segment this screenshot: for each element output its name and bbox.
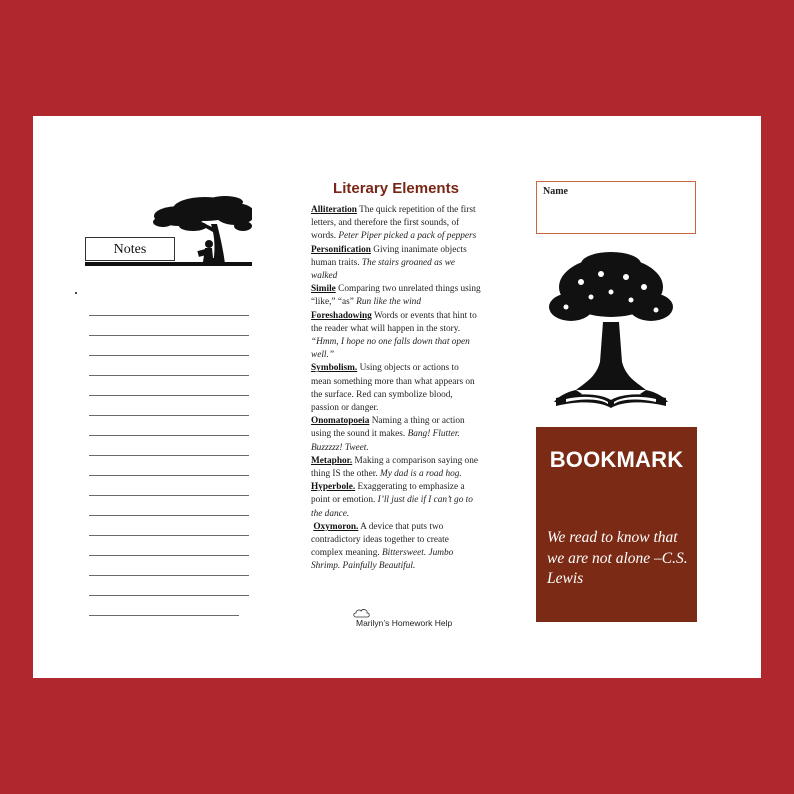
tree-on-book-illustration xyxy=(546,252,676,412)
element-term: Oxymoron. xyxy=(313,521,359,532)
element-entry xyxy=(311,204,481,244)
element-description: The quick repetition of the first letters, and therefore the first sounds, of words. xyxy=(311,205,476,242)
note-line xyxy=(89,516,249,536)
element-entry xyxy=(311,481,481,521)
note-line xyxy=(89,356,249,376)
element-term: Onomatopoeia xyxy=(311,416,370,427)
note-line xyxy=(89,336,249,356)
literary-elements-list xyxy=(311,204,481,574)
element-description: Making a comparison saying one thing IS the other. xyxy=(311,455,478,480)
element-example: My dad is a road hog. xyxy=(379,469,462,480)
name-label: Name xyxy=(543,186,568,197)
cloud-icon xyxy=(352,608,370,618)
note-line xyxy=(89,556,249,576)
bookmark-panel xyxy=(536,427,697,622)
element-description: Giving inanimate objects human traits. xyxy=(311,244,467,268)
note-line xyxy=(89,296,249,316)
bookmark-title: BOOKMARK xyxy=(549,447,684,472)
bullet-dot xyxy=(75,292,77,294)
note-line xyxy=(89,456,249,476)
element-description: A device that puts two contradictory ideas together to create complex meaning. xyxy=(311,521,449,559)
literary-elements-title: Literary Elements xyxy=(333,180,459,197)
element-term: Personification xyxy=(311,244,371,255)
element-description: Comparing two unrelated things using “like,” “as” xyxy=(311,284,481,308)
note-line xyxy=(89,536,249,556)
element-entry xyxy=(311,244,481,284)
note-line xyxy=(89,496,249,516)
element-description: Naming a thing or action using the sound it makes. xyxy=(311,416,465,440)
element-example: The stairs groaned as we walked xyxy=(311,257,456,282)
element-term: Simile xyxy=(311,284,336,295)
brand-name: Marilyn’s Homework Help xyxy=(356,618,453,628)
element-example: Run like the wind xyxy=(356,297,421,308)
bookmark-printable-sheet xyxy=(33,116,761,678)
note-line xyxy=(89,396,249,416)
note-line xyxy=(89,596,239,616)
element-description: Using objects or actions to mean something more than what appears on the surface. Red can symbolize blood, passion or danger. xyxy=(311,363,475,414)
element-example: “Hmm, I hope no one falls down that open well.” xyxy=(311,337,470,361)
element-example: I’ll just die if I can’t go to the dance. xyxy=(311,495,473,519)
notes-label: Notes xyxy=(85,237,175,261)
note-line xyxy=(89,376,249,396)
element-term: Symbolism. xyxy=(311,363,358,374)
note-line xyxy=(89,416,249,436)
element-term: Metaphor. xyxy=(311,455,353,466)
element-entry xyxy=(311,310,481,363)
element-entry xyxy=(311,415,481,455)
name-field-box xyxy=(536,181,696,234)
bookmark-quote: We read to know that we are not alone –C.S. Lewis xyxy=(547,529,688,587)
element-example: Bang! Flutter. Buzzzzz! Tweet. xyxy=(311,429,460,453)
element-description: Exaggerating to emphasize a point or emotion. xyxy=(311,482,465,506)
element-entry xyxy=(311,283,481,309)
element-term: Foreshadowing xyxy=(311,310,372,321)
note-line xyxy=(89,316,249,336)
element-entry xyxy=(311,455,481,481)
element-entry xyxy=(311,362,481,415)
note-line xyxy=(89,576,249,596)
element-entry xyxy=(311,521,481,574)
element-description: Words or events that hint to the reader what will happen in the story. xyxy=(311,310,477,334)
element-term: Alliteration xyxy=(311,205,357,215)
note-line xyxy=(89,436,249,456)
element-example: Peter Piper picked a pack of peppers xyxy=(338,231,477,242)
element-term: Hyperbole. xyxy=(311,482,356,493)
note-line xyxy=(89,476,249,496)
notes-writing-lines xyxy=(89,296,249,616)
element-example: Bittersweet. Jumbo Shrimp. Painfully Beautiful. xyxy=(311,548,454,572)
